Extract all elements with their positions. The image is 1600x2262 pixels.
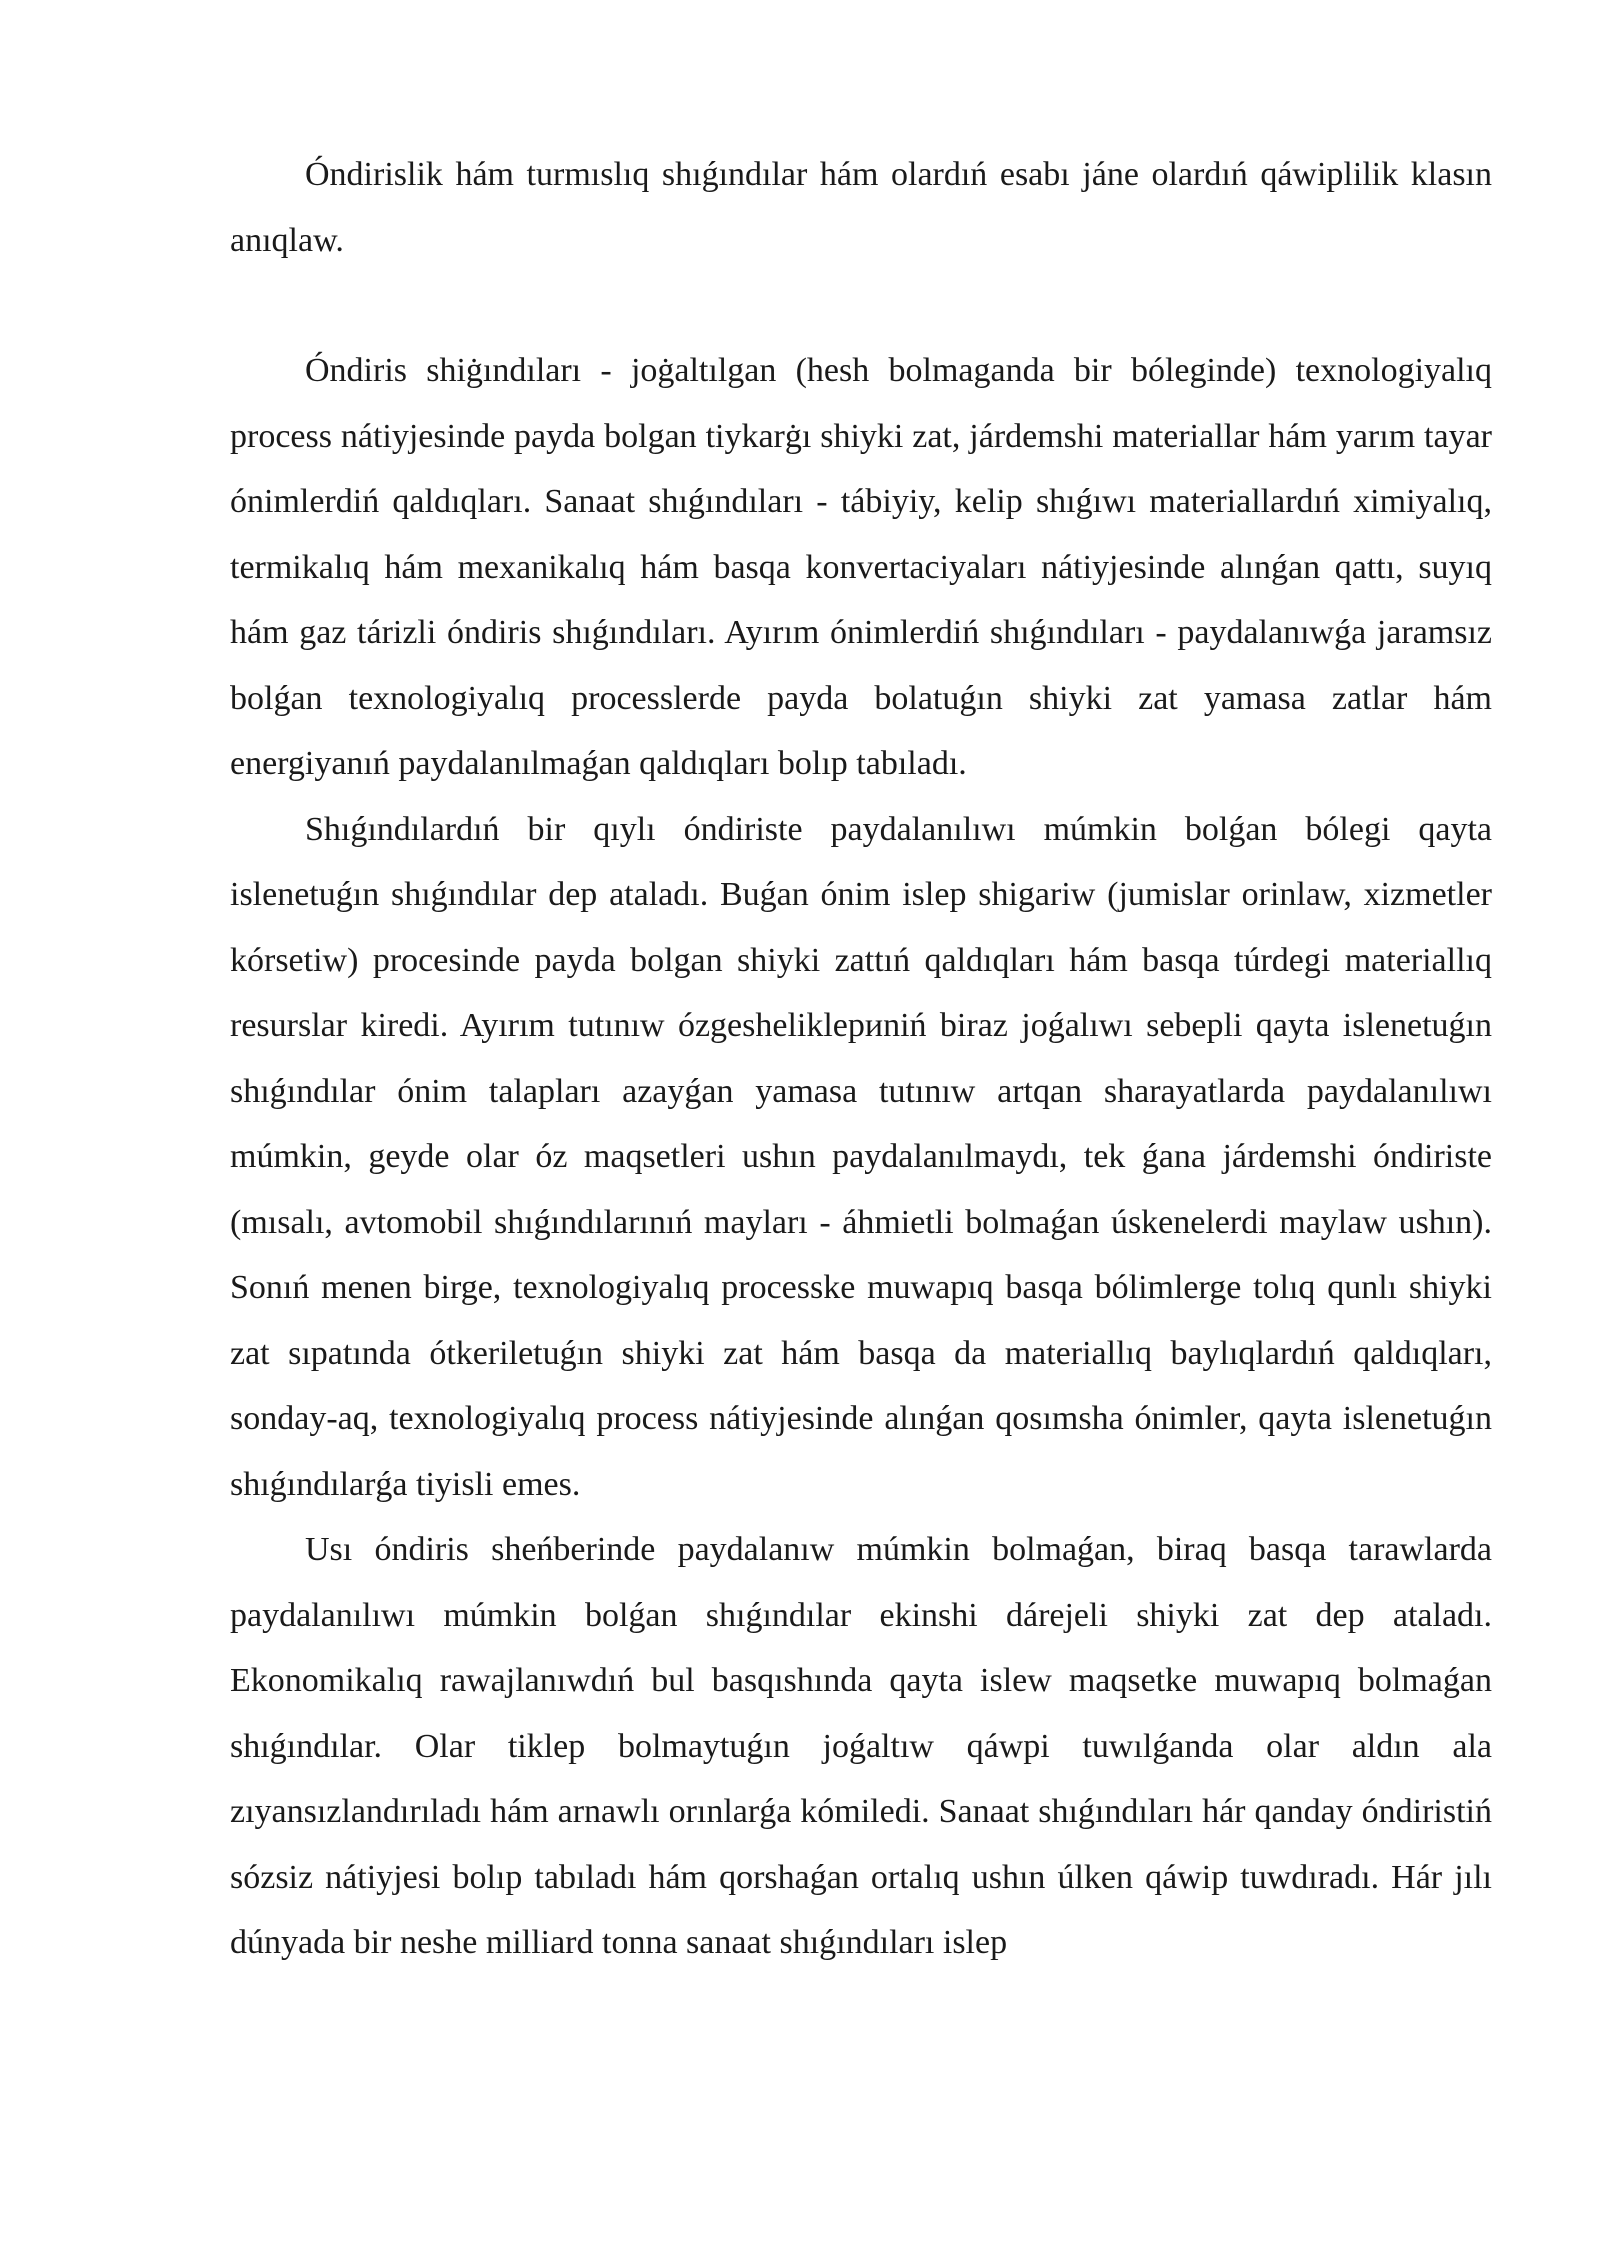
paragraph-production-waste: Óndiris shiġındıları - joġaltılgan (hesh bolmaganda bir bóleginde) texnologiyalıq process nátiyjesinde payda bolgan tiykarġı shiyki zat, járdemshi materiallar hám yarım tayar ónimlerdiń qaldıqları. Sanaat shıǵındıları - tábiyiy, kelip shıǵıwı materiallardıń ximiyalıq, termikalıq hám mexanikalıq hám basqa konvertaciyaları nátiyjesinde alınǵan qattı, suyıq hám gaz tárizli óndiris shıǵındıları. Ayırım ónimlerdiń shıǵındıları - paydalanıwǵa jaramsız bolǵan texnologiyalıq processlerde payda bolatuǵın shiyki zat yamasa zatlar hám energiyanıń paydalanılmaǵan qaldıqları bolıp tabıladı. (230, 352, 1492, 782)
paragraph-spacer (230, 273, 1492, 338)
document-page (230, 142, 1492, 1976)
paragraph-heading: Óndirislik hám turmıslıq shıǵındılar hám olardıń esabı jáne olardıń qáwiplilik klasın anıqlaw. (230, 156, 1492, 259)
paragraph-secondary-raw-material: Usı óndiris sheńberinde paydalanıw múmkin bolmaǵan, biraq basqa tarawlarda paydalanılıwı múmkin bolǵan shıǵındılar ekinshi dárejeli shiyki zat dep ataladı. Ekonomikalıq rawajlanıwdıń bul basqıshında qayta islew maqsetke muwapıq bolmaǵan shıǵındılar. Olar tiklep bolmaytuǵın joǵaltıw qáwpi tuwılǵanda olar aldın ala zıyansızlandırıladı hám arnawlı orınlarǵa kómiledi. Sanaat shıǵındıları hár qanday óndiristiń sózsiz nátiyjesi bolıp tabıladı hám qorshaǵan ortalıq ushın úlken qáwip tuwdıradı. Hár jılı dúnyada bir neshe milliard tonna sanaat shıǵındıları islep (230, 1531, 1492, 1961)
paragraph-recyclable-waste: Shıǵındılardıń bir qıylı óndiriste paydalanılıwı múmkin bolǵan bólegi qayta islenetuǵın shıǵındılar dep ataladı. Buǵan ónim islep shigariw (jumislar orinlaw, xizmetler kórsetiw) procesinde payda bolgan shiyki zattıń qaldıqları hám basqa túrdegi materiallıq resurslar kiredi. Ayırım tutınıw ózgesheliklериniń biraz joǵalıwı sebepli qayta islenetuǵın shıǵındılar ónim talapları azayǵan yamasa tutınıw artqan sharayatlarda paydalanılıwı múmkin, geyde olar óz maqsetleri ushın paydalanılmaydı, tek ǵana járdemshi óndiriste (mısalı, avtomobil shıǵındılarınıń mayları - áhmietli bolmaǵan úskenelerdi maylaw ushın). Sonıń menen birge, texnologiyalıq processke muwapıq basqa bólimlerge tolıq qunlı shiyki zat sıpatında ótkeriletuǵın shiyki zat hám basqa da materiallıq baylıqlardıń qaldıqları, sonday-aq, texnologiyalıq process nátiyjesinde alınǵan qosımsha ónimler, qayta islenetuǵın shıǵındılarǵa tiyisli emes. (230, 810, 1492, 1503)
